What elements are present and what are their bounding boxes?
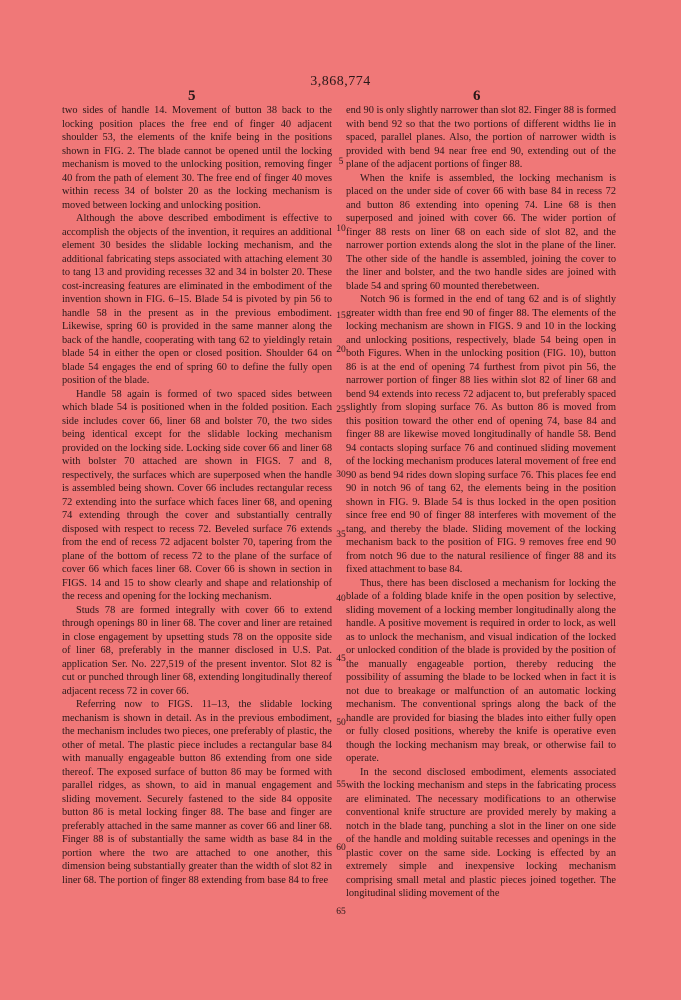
line-number: 15 (336, 311, 346, 321)
line-number: 55 (336, 780, 346, 790)
paragraph: two sides of handle 14. Movement of button 38 back to the locking position places the free end of finger 40 adjacent shoulder 53, the elements of the knife being in the positions shown in FIG. 2. The blade cannot be opened until the locking mechanism is moved to the unlocking position, removing finger 40 from the path of element 30. The free end of finger 40 moves within recess 34 of bolster 20 as the locking mechanism is moved between locking and unlocking position. (62, 105, 332, 211)
paragraph: Although the above described embodiment is effective to accomplish the objects of the invention, it requires an additional element 30 besides the slidable locking mechanism, and the additional fabricating steps associated with attaching element 30 to tang 13 and providing recesses 32 and 34 in bolster 20. These cost-increasing features are eliminated in the embodiment of the invention shown in FIG. 6–15. Blade 54 is pivoted by pin 56 to handle 58 in the present as in the previous embodiment. Likewise, spring 60 is provided in the same manner along the back of the handle, cooperating with tang 62 to yieldingly retain blade 54 in either the open or closed position. Shoulder 64 on blade 54 engages the end of spring 60 to define the fully open position of the blade. (62, 213, 332, 386)
line-number: 35 (336, 530, 346, 540)
paragraph: Referring now to FIGS. 11–13, the slidable locking mechanism is shown in detail. As in the previous embodiment, the mechanism includes two pieces, one preferably of plastic, the other of metal. The plastic piece includes a rectangular base 84 with manually engageable button 86 extending from one side thereof. The exposed surface of button 86 may be formed with parallel ridges, as shown, to aid in manual engagement and sliding movement. Securely fastened to the side 84 opposite button 86 is metal locking finger 88. The base and finger are preferably attached in the same manner as cover 66 and liner 68. Finger 88 is of substantially the same width as base 84 in the portion where the two are attached to one another, this dimension being substantially greater than the width of slot 82 in liner 68. The portion of finger 88 extending from base 84 to free (62, 699, 332, 886)
paragraph: In the second disclosed embodiment, elements associated with the locking mechanism and steps in the fabricating process are eliminated. The necessary modifications to an otherwise conventional knife structure are provided merely by making a notch in the blade tang, punching a slot in the liner on one side of the handle and molding suitable recesses and openings in the plastic cover on the same side. Locking is effected by an extremely simple and inexpensive locking mechanism comprising small metal and plastic pieces joined together. The longitudinal sliding movement of the (346, 766, 616, 899)
line-number: 30 (336, 470, 346, 480)
right-column-number: 6 (473, 88, 481, 104)
line-number: 20 (336, 345, 346, 355)
paragraph: When the knife is assembled, the locking mechanism is placed on the under side of cover 66 with base 84 in recess 72 and button 86 extending into opening 74. Line 68 is then superposed and joined with cover 66. The wider portion of finger 88 rests on liner 68 on each side of slot 82, and the narrower portion extends along the slot in the plane of the liner. The other side of the handle is assembled, joining the cover to the liner and bolster, and the two handle sides are joined with blade 54 and spring 60 mounted therebetween. (346, 172, 616, 292)
paragraph: Handle 58 again is formed of two spaced sides between which blade 54 is positioned when in the folded position. Each side includes cover 66, liner 68 and bolster 70, the two sides being identical except for the slidable locking mechanism provided on the locking side. Locking side cover 66 and liner 68 with bolster 70 attached are shown in FIGS. 7 and 8, respectively, the surfaces which are superposed when the handle is assembled being shown. Cover 66 includes rectangular recess 72 extending into the surface which faces liner 68, and opening 74 extending through the cover and substantially centrally disposed with respect to recess 72. Beveled surface 76 extends from the end of recess 72 adjacent bolster 70, tapering from the plane of the bottom of recess 72 to the plane of the surface of cover 66 which faces liner 68. Cover 66 is shown in section in FIGS. 14 and 15 to show clearly and shape and relationship of the recess and opening for the locking mechanism. (62, 388, 332, 602)
line-number: 40 (336, 594, 346, 604)
line-number: 60 (336, 843, 346, 853)
paragraph: Studs 78 are formed integrally with cover 66 to extend through openings 80 in liner 68. The cover and liner are retained in close engagement by upsetting studs 78 on the opposite side of liner 68, preferably in the manner disclosed in U.S. Pat. application Ser. No. 227,519 of the present inventor. Slot 82 is cut or punched through liner 68, extending longitudinally thereof adjacent recess 72 in cover 66. (62, 604, 332, 697)
right-column (346, 104, 616, 901)
line-number: 10 (336, 224, 346, 234)
line-number: 65 (336, 907, 346, 917)
line-number: 25 (336, 405, 346, 415)
left-column (62, 104, 332, 887)
line-number: 50 (336, 718, 346, 728)
paragraph: Notch 96 is formed in the end of tang 62 and is of slightly greater width than free end 90 of finger 88. The elements of the locking mechanism are shown in FIGS. 9 and 10 in the locking and unlocking positions, respectively, blade 54 being open in both Figures. When in the unlocking position (FIG. 10), button 86 is at the end of opening 74 furthest from pivot pin 56, the narrower portion of finger 88 lies within slot 82 of liner 68 and bend 94 extends into recess 72 adjacent to, but preferably spaced slightly from sloping surface 76. As button 86 is moved from this position toward the other end of opening 74, base 84 and finger 88 are likewise moved longitudinally of handle 58. Bend 94 contacts sloping surface 76 and continued sliding movement of the locking mechanism produces lateral movement of free end 90 as bend 94 rides down sloping surface 76. This places fee end 90 in notch 96 of tang 62, the elements being in the position shown in FIG. 9. Blade 54 is thus locked in the open position since free end 90 of finger 88 interferes with movement of the tang, and thereby the blade. Sliding movement of the locking mechanism back to the position of FIG. 9 removes free end 90 from notch 96 due to the natural resilience of finger 88 and its fixed attachment to base 84. (346, 294, 616, 575)
line-number: 45 (336, 654, 346, 664)
line-number: 5 (338, 157, 344, 167)
patent-number: 3,868,774 (310, 74, 371, 89)
paragraph: Thus, there has been disclosed a mechanism for locking the blade of a folding blade knife in the open position by selective, sliding movement of a locking member longitudinally along the handle. A positive movement is required in order to lock, as well as to unlock the mechanism, and visual indication of the locked or unlocked condition of the blade is provided by the position of the manually engageable portion, thereby reducing the possibility of assuming the blade to be locked when in fact it is not due to breakage or malfunction of an automatic locking mechanism. The conventional springs along the back of the handle are provided for biasing the blades into either fully open or fully closed positions, whereby the knife is operative even though the locking mechanism may break, or otherwise fail to operate. (346, 577, 616, 764)
paragraph: end 90 is only slightly narrower than slot 82. Finger 88 is formed with bend 92 so that the two portions of different widths lie in spaced, parallel planes. Also, the portion of narrower width is provided with bend 94 near free end 90, extending out of the plane of the adjacent portions of finger 88. (346, 105, 616, 170)
left-column-number: 5 (188, 88, 196, 104)
